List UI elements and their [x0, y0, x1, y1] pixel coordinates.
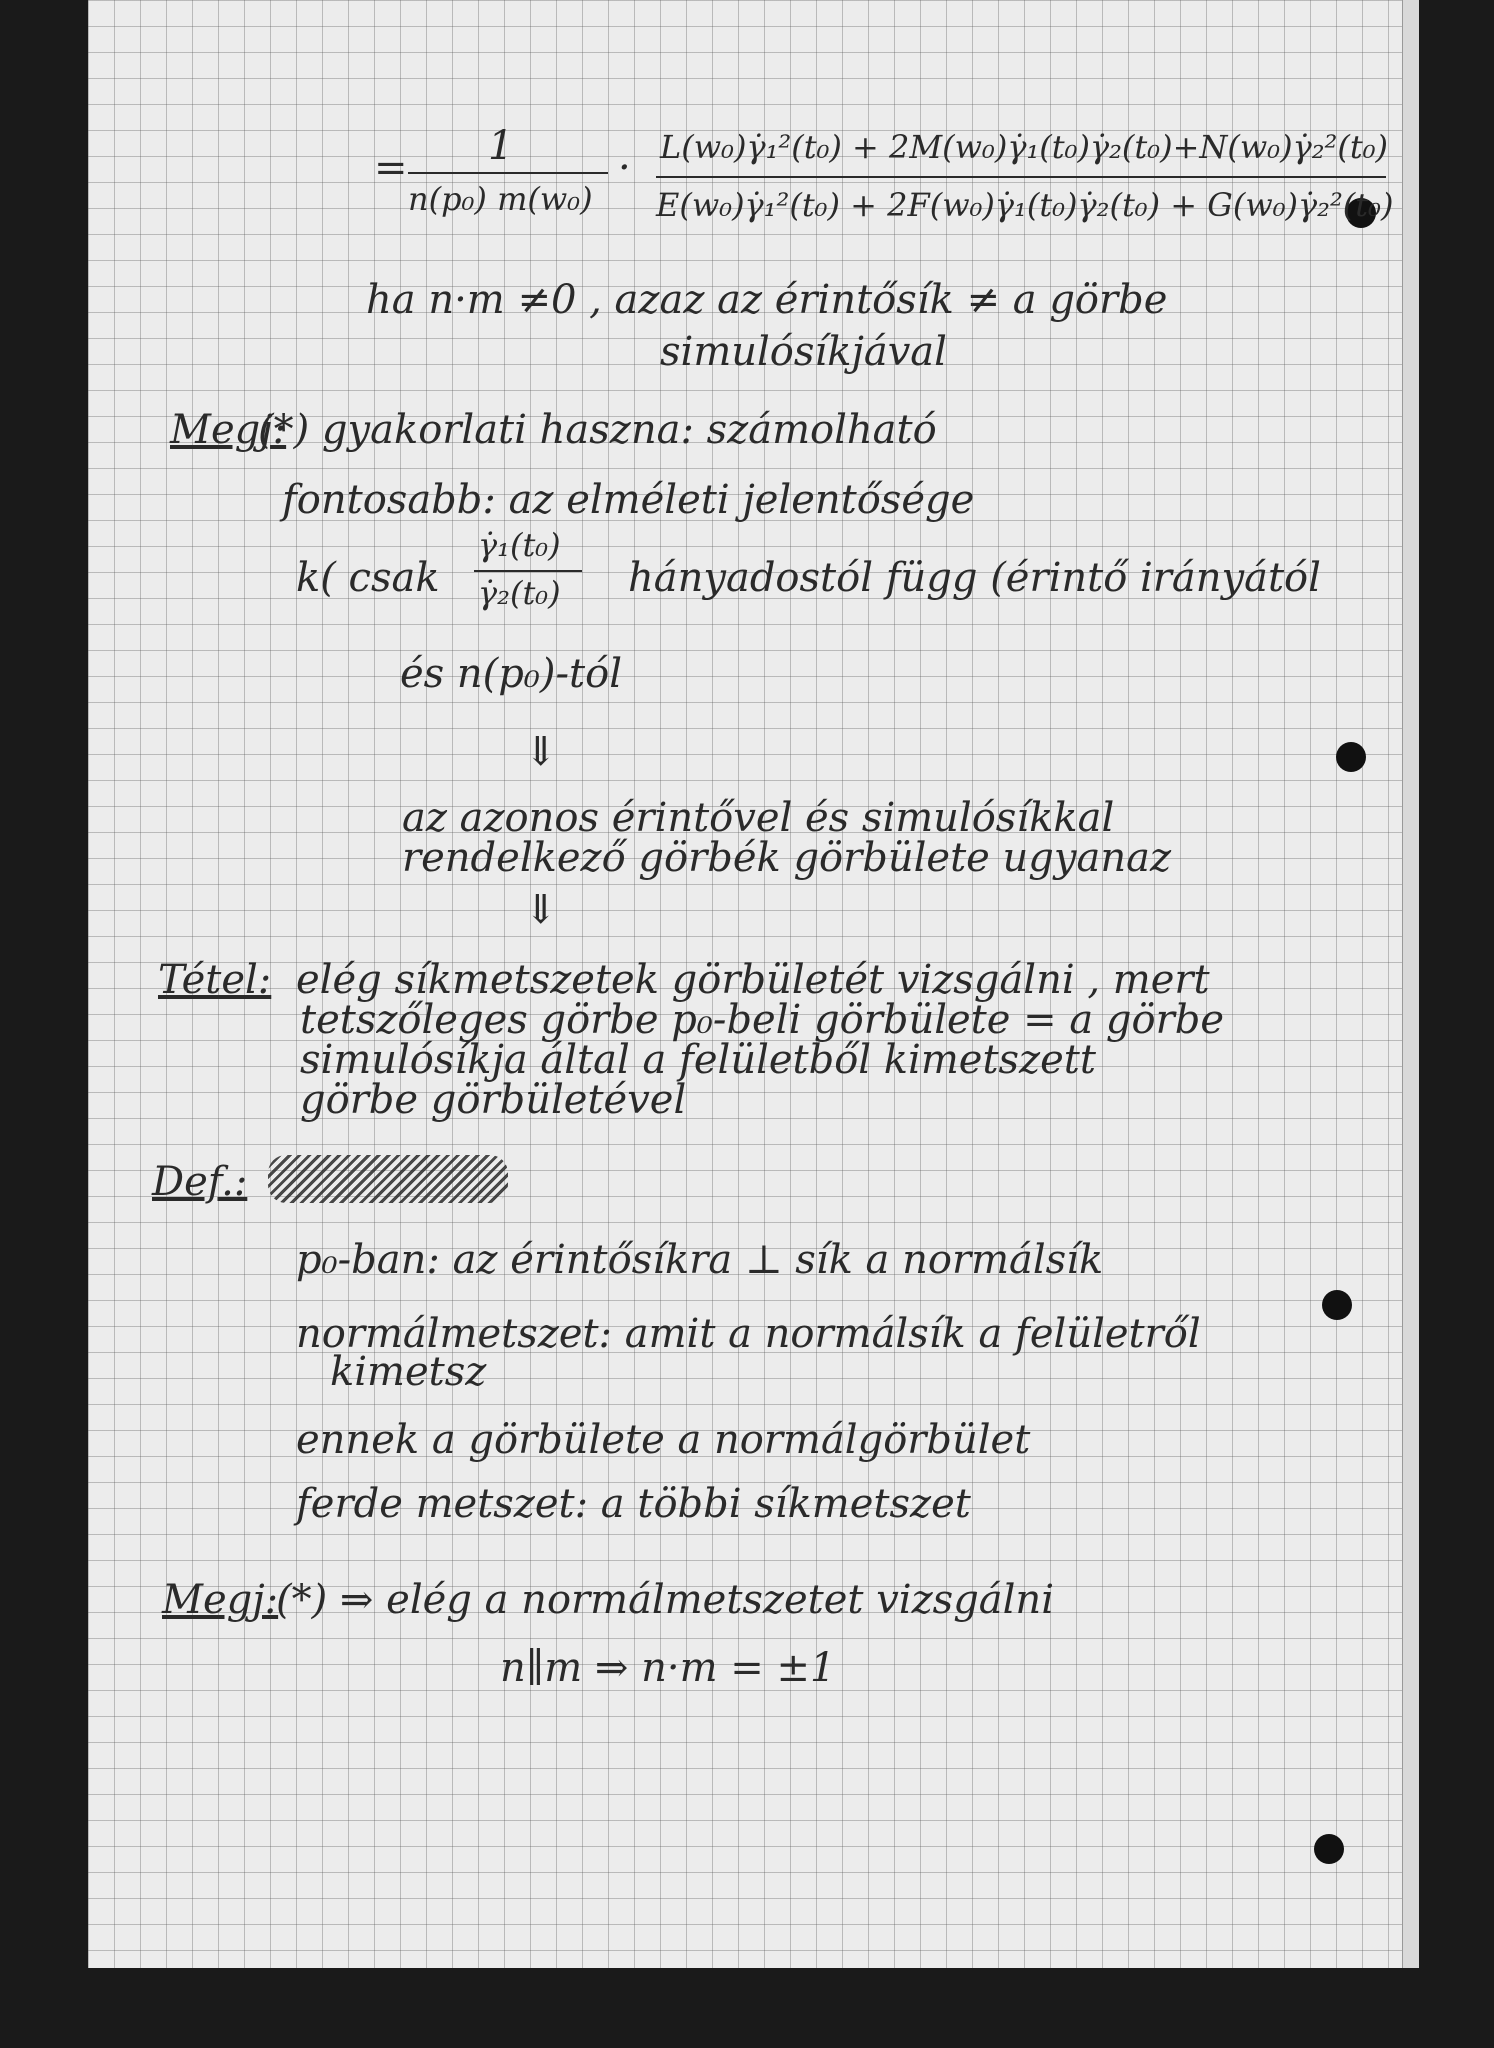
punch-hole — [1314, 1834, 1344, 1864]
condition-line2: simulósíkjával — [660, 329, 947, 375]
megj2-line1: (*) ⇒ elég a normálmetszetet vizsgálni — [276, 1577, 1054, 1623]
megj-line3-pre: k( csak — [296, 555, 440, 601]
punch-hole — [1322, 1290, 1352, 1320]
def-line3: ennek a görbülete a normálgörbület — [296, 1417, 1031, 1463]
tetel-line2: tetszőleges görbe p₀-beli görbülete = a görbe — [300, 997, 1225, 1043]
page-edge — [1402, 0, 1419, 1968]
formula-denominator-left: n(p₀) m(w₀) — [408, 180, 593, 218]
formula-dot: · — [618, 145, 631, 191]
condition-line1: ha n·m ≠0 , azaz az érintősík ≠ a görbe — [366, 277, 1168, 323]
punch-hole — [1336, 742, 1366, 772]
megj-line2: fontosabb: az elméleti jelentősége — [282, 477, 975, 523]
fraction-bar-left — [408, 172, 608, 174]
tetel-line4: görbe görbületével — [300, 1077, 687, 1123]
def-label: Def.: — [152, 1159, 248, 1205]
formula-equals: = — [374, 145, 408, 191]
crossed-out-text — [268, 1155, 508, 1203]
megj-line3-post: hányadostól függ (érintő irányától — [628, 555, 1321, 601]
megj-line6: rendelkező görbék görbülete ugyanaz — [402, 835, 1172, 881]
megj2-line2: n∥m ⇒ n·m = ±1 — [500, 1645, 836, 1691]
tetel-line3: simulósíkja által a felületből kimetszett — [300, 1037, 1096, 1083]
fraction-denominator: γ̇₂(t₀) — [478, 574, 561, 612]
tetel-label: Tétel: — [158, 957, 272, 1003]
def-line2: normálmetszet: amit a normálsík a felületről — [296, 1311, 1201, 1357]
def-line2b: kimetsz — [330, 1349, 487, 1395]
megj-line5: az azonos érintővel és simulósíkkal — [402, 795, 1115, 841]
megj-line4: és n(p₀)-tól — [400, 651, 622, 697]
megj-line1: (*) gyakorlati haszna: számolható — [258, 407, 937, 453]
fraction-numerator: γ̇₁(t₀) — [478, 526, 561, 564]
megj-label: Megj: — [170, 407, 287, 453]
fraction-bar-right — [656, 176, 1386, 178]
implies-arrow: ⇓ — [524, 887, 558, 933]
formula-denominator-right: E(w₀)γ̇₁²(t₀) + 2F(w₀)γ̇₁(t₀)γ̇₂(t₀) + G(w₀)γ̇₂²(t₀) — [656, 186, 1394, 224]
def-line4: ferde metszet: a többi síkmetszet — [296, 1481, 971, 1527]
implies-arrow: ⇓ — [524, 729, 558, 775]
fraction-bar — [474, 570, 582, 572]
formula-numerator-right: L(w₀)γ̇₁²(t₀) + 2M(w₀)γ̇₁(t₀)γ̇₂(t₀)+N(w₀)γ̇₂²(t₀) — [660, 128, 1388, 166]
tetel-line1: elég síkmetszetek görbületét vizsgálni , mert — [296, 957, 1210, 1003]
def-line1: p₀-ban: az érintősíkra ⊥ sík a normálsík — [296, 1237, 1104, 1283]
megj2-label: Megj: — [162, 1577, 279, 1623]
formula-numerator-left: 1 — [488, 123, 514, 169]
